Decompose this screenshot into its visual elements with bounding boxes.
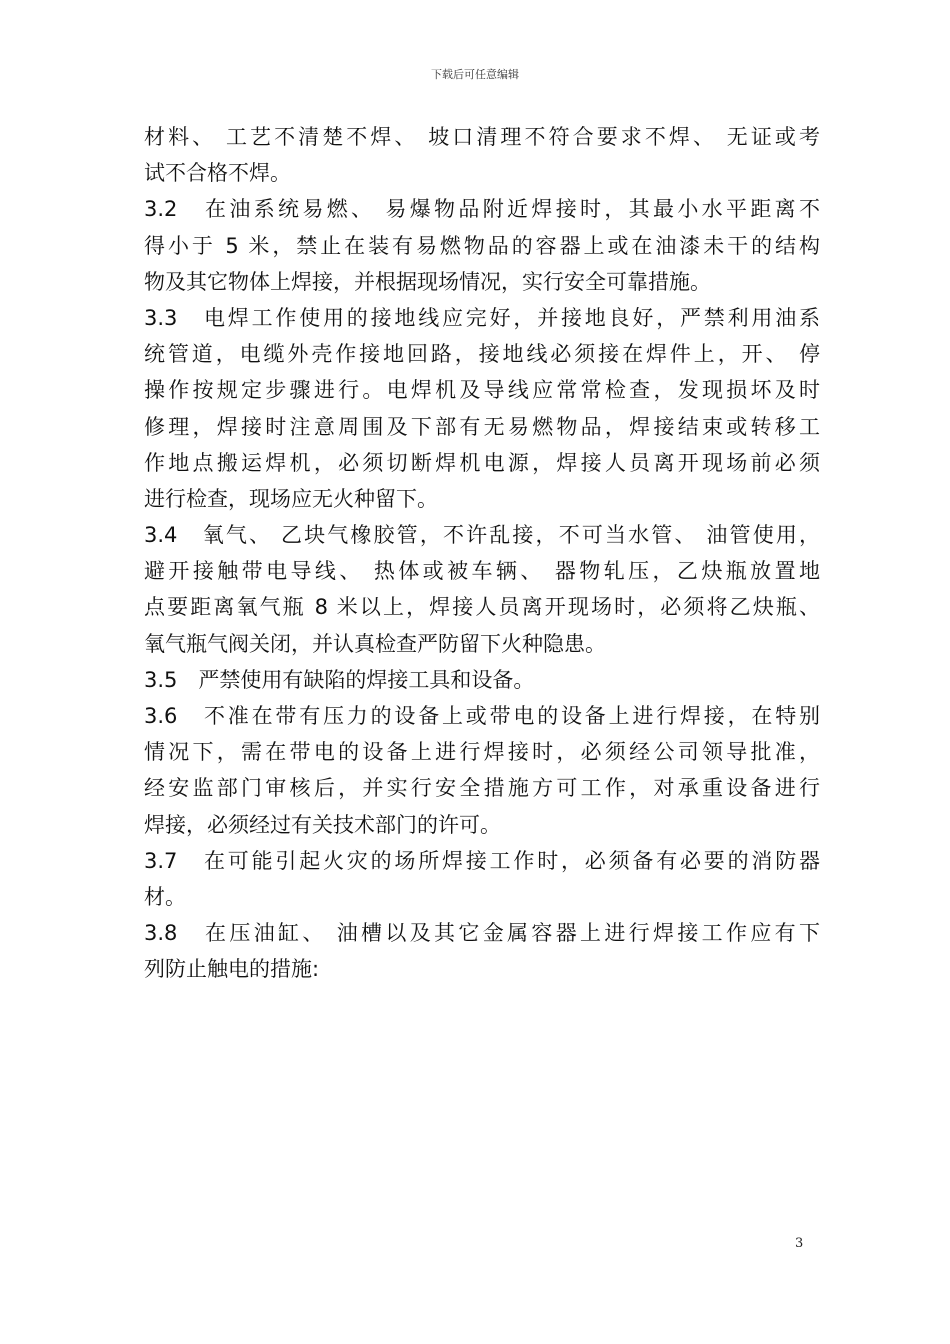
text-line: 避开接触带电导线、 热体或被车辆、 器物轧压，乙炔瓶放置地: [144, 559, 820, 584]
text-line: 统管道，电缆外壳作接地回路，接地线必须接在焊件上，开、 停: [144, 342, 820, 367]
text-line: 3.3 电焊工作使用的接地线应完好，并接地良好，严禁利用油系: [144, 305, 820, 330]
page-header: 下载后可任意编辑: [431, 68, 519, 81]
text-line: 作地点搬运焊机，必须切断焊机电源，焊接人员离开现场前必须: [144, 450, 820, 475]
document-body: [144, 119, 820, 988]
text-line: 材。: [144, 884, 186, 909]
text-line: 3.6 不准在带有压力的设备上或带电的设备上进行焊接，在特别: [144, 704, 820, 728]
text-line: 试不合格不焊。: [144, 161, 291, 186]
text-line: 得小于 5 米，禁止在装有易燃物品的容器上或在油漆未干的结构: [144, 233, 820, 258]
text-line: 3.7 在可能引起火灾的场所焊接工作时，必须备有必要的消防器: [144, 848, 820, 873]
text-line: 氧气瓶气阀关闭，并认真检查严防留下火种隐患。: [144, 631, 606, 656]
text-line: 进行检查，现场应无火种留下。: [144, 486, 438, 511]
page-number: 3: [795, 1236, 804, 1251]
text-line: 经安监部门审核后，并实行安全措施方可工作，对承重设备进行: [144, 776, 820, 801]
text-line: 焊接，必须经过有关技术部门的许可。: [144, 812, 501, 837]
text-line: 操作按规定步骤进行。电焊机及导线应常常检查，发现损坏及时: [144, 378, 820, 403]
text-line: 3.4 氧气、 乙块气橡胶管，不许乱接，不可当水管、 油管使用，: [144, 523, 820, 548]
text-line: 3.2 在油系统易燃、 易爆物品附近焊接时，其最小水平距离不: [144, 197, 820, 222]
text-line: 3.8 在压油缸、 油槽以及其它金属容器上进行焊接工作应有下: [144, 921, 820, 946]
text-line: 3.5 严禁使用有缺陷的焊接工具和设备。: [144, 667, 535, 692]
text-line: 修理，焊接时注意周围及下部有无易燃物品，焊接结束或转移工: [144, 414, 820, 439]
text-line: 列防止触电的措施:: [144, 957, 320, 982]
text-line: 点要距离氧气瓶 8 米以上，焊接人员离开现场时，必须将乙炔瓶、: [144, 595, 820, 620]
text-line: 材料、 工艺不清楚不焊、 坡口清理不符合要求不焊、 无证或考: [144, 125, 820, 149]
text-line: 物及其它物体上焊接，并根据现场情况，实行安全可靠措施。: [144, 269, 711, 294]
text-line: 情况下，需在带电的设备上进行焊接时，必须经公司领导批准，: [144, 740, 820, 765]
